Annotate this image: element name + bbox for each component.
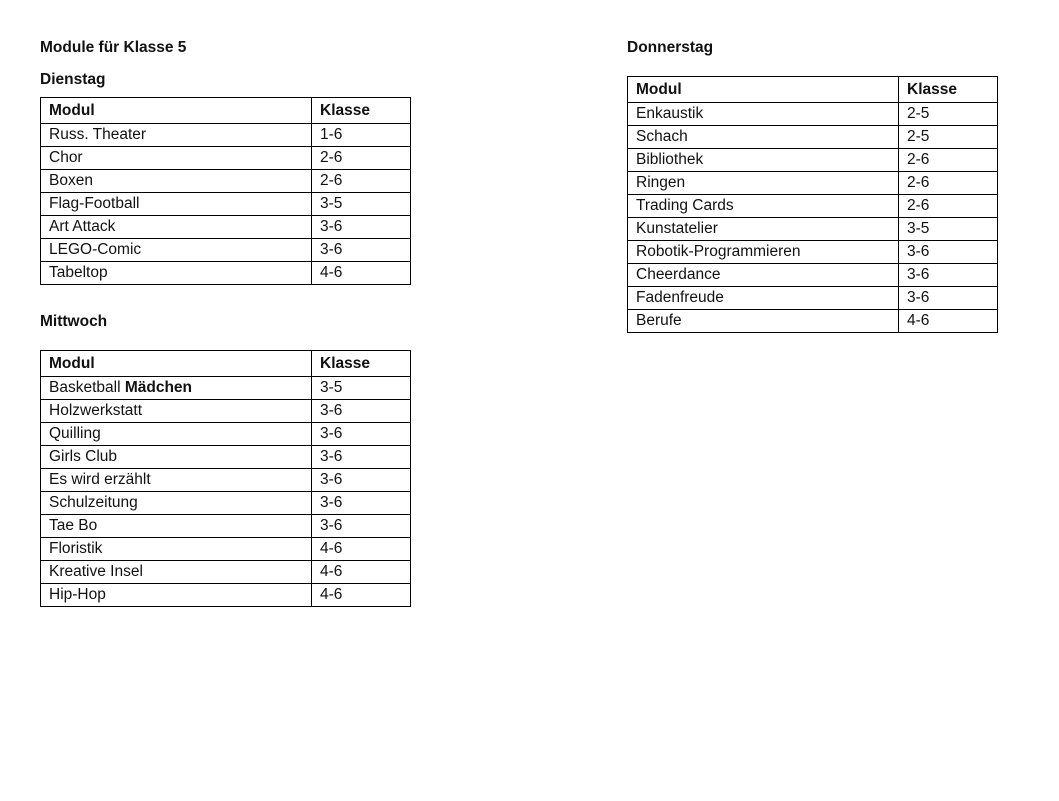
modul-cell: Trading Cards: [628, 195, 899, 218]
klasse-cell: 3-6: [312, 216, 411, 239]
table-row: [41, 423, 411, 446]
table-row: [41, 584, 411, 607]
klasse-cell: 3-6: [312, 423, 411, 446]
klasse-cell: 3-5: [312, 193, 411, 216]
table-row: [41, 538, 411, 561]
modul-cell: Holzwerkstatt: [41, 400, 312, 423]
table-row: [41, 377, 411, 400]
table-row: [628, 264, 998, 287]
column-header-klasse: Klasse: [312, 98, 411, 124]
table-row: [41, 124, 411, 147]
table-row: [41, 492, 411, 515]
modul-cell: Schach: [628, 126, 899, 149]
modul-cell: Quilling: [41, 423, 312, 446]
modul-cell: Boxen: [41, 170, 312, 193]
table-row: [628, 218, 998, 241]
klasse-cell: 3-6: [312, 469, 411, 492]
klasse-cell: 3-6: [312, 446, 411, 469]
heading-mittwoch: Mittwoch: [40, 313, 108, 330]
table-row: [41, 193, 411, 216]
modul-cell: Cheerdance: [628, 264, 899, 287]
column-header-modul: Modul: [628, 77, 899, 103]
modul-cell: Ringen: [628, 172, 899, 195]
modul-cell: Tae Bo: [41, 515, 312, 538]
modul-cell: Hip-Hop: [41, 584, 312, 607]
klasse-cell: 2-6: [899, 195, 998, 218]
table-row: [41, 469, 411, 492]
klasse-cell: 2-5: [899, 126, 998, 149]
modul-cell: Berufe: [628, 310, 899, 333]
modul-cell: Tabeltop: [41, 262, 312, 285]
table-row: [41, 216, 411, 239]
table-row: [628, 287, 998, 310]
column-header-modul: Modul: [41, 351, 312, 377]
column-header-klasse: Klasse: [312, 351, 411, 377]
column-header-klasse: Klasse: [899, 77, 998, 103]
table-row: [41, 239, 411, 262]
heading-dienstag: Dienstag: [40, 71, 106, 88]
modul-cell: Girls Club: [41, 446, 312, 469]
klasse-cell: 2-6: [312, 170, 411, 193]
klasse-cell: 4-6: [312, 584, 411, 607]
table-donnerstag: [627, 76, 998, 333]
table-row: [628, 195, 998, 218]
heading-donnerstag: Donnerstag: [627, 39, 714, 56]
table-row: [628, 126, 998, 149]
klasse-cell: 3-6: [312, 492, 411, 515]
modul-cell: Bibliothek: [628, 149, 899, 172]
klasse-cell: 2-5: [899, 103, 998, 126]
table-row: [41, 446, 411, 469]
klasse-cell: 2-6: [312, 147, 411, 170]
modul-cell: LEGO-Comic: [41, 239, 312, 262]
klasse-cell: 3-6: [899, 241, 998, 264]
klasse-cell: 4-6: [312, 262, 411, 285]
header-row: [41, 98, 411, 124]
header-row: [41, 351, 411, 377]
modul-cell: Fadenfreude: [628, 287, 899, 310]
klasse-cell: 3-5: [899, 218, 998, 241]
klasse-cell: 1-6: [312, 124, 411, 147]
table-row: [628, 172, 998, 195]
modul-cell: Enkaustik: [628, 103, 899, 126]
column-header-modul: Modul: [41, 98, 312, 124]
table-row: [41, 147, 411, 170]
modul-cell: Es wird erzählt: [41, 469, 312, 492]
header-row: [628, 77, 998, 103]
table-mittwoch: [40, 350, 411, 607]
klasse-cell: 4-6: [312, 538, 411, 561]
klasse-cell: 3-6: [312, 515, 411, 538]
modul-cell: Kunstatelier: [628, 218, 899, 241]
modul-cell: Floristik: [41, 538, 312, 561]
table-row: [41, 170, 411, 193]
modul-cell: Chor: [41, 147, 312, 170]
klasse-cell: 3-6: [312, 239, 411, 262]
klasse-cell: 2-6: [899, 149, 998, 172]
table-row: [628, 310, 998, 333]
modul-cell: Art Attack: [41, 216, 312, 239]
page-title: Module für Klasse 5: [40, 39, 187, 56]
table-row: [41, 262, 411, 285]
klasse-cell: 4-6: [312, 561, 411, 584]
table-row: [628, 103, 998, 126]
modul-cell: Flag-Football: [41, 193, 312, 216]
klasse-cell: 4-6: [899, 310, 998, 333]
klasse-cell: 2-6: [899, 172, 998, 195]
table-dienstag: [40, 97, 411, 285]
klasse-cell: 3-6: [899, 287, 998, 310]
modul-cell: Kreative Insel: [41, 561, 312, 584]
table-row: [628, 149, 998, 172]
modul-cell: Russ. Theater: [41, 124, 312, 147]
table-row: [41, 515, 411, 538]
modul-cell: Basketball Mädchen: [41, 377, 312, 400]
klasse-cell: 3-5: [312, 377, 411, 400]
table-row: [41, 400, 411, 423]
klasse-cell: 3-6: [899, 264, 998, 287]
klasse-cell: 3-6: [312, 400, 411, 423]
table-row: [628, 241, 998, 264]
table-row: [41, 561, 411, 584]
modul-cell: Robotik-Programmieren: [628, 241, 899, 264]
modul-cell: Schulzeitung: [41, 492, 312, 515]
